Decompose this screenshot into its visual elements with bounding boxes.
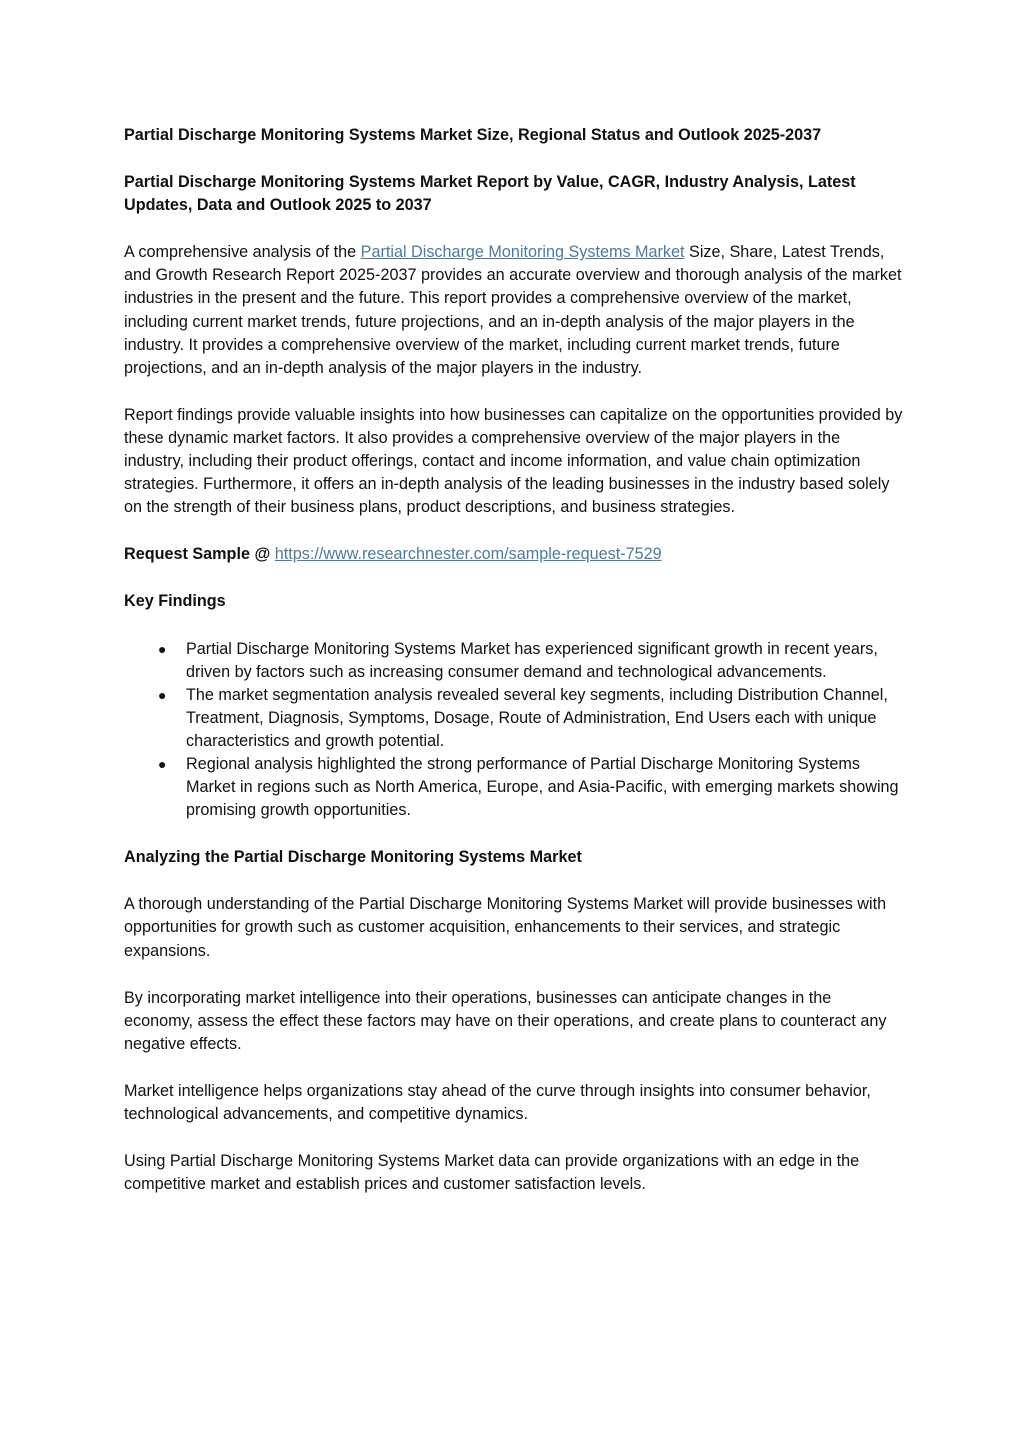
analyzing-paragraph: Using Partial Discharge Monitoring Systems Market data can provide organizations with an edge in the competitive market and establish prices and customer satisfaction levels. [124, 1152, 860, 1194]
list-item-text: Partial Discharge Monitoring Systems Market has experienced significant growth in recent years, driven by factors such as increasing consumer demand and technological advancements. [186, 639, 878, 681]
bullet-icon: ● [158, 755, 167, 772]
findings-paragraph: Report findings provide valuable insights into how businesses can capitalize on the opportunities provided by these dynamic market factors. It also provides a comprehensive overview of the major players in the industry, including their product offerings, contact and income information, and value chain optimization strategies. Furthermore, it offers an in-depth analysis of the leading businesses in the industry based solely on the strength of their business plans, product descriptions, and business strategies. [124, 405, 903, 517]
document-subtitle: Partial Discharge Monitoring Systems Market Report by Value, CAGR, Industry Analysis, Latest Updates, Data and Outlook 2025 to 2037 [124, 173, 856, 215]
request-sample-link[interactable]: https://www.researchnester.com/sample-request-7529 [274, 545, 662, 564]
list-item [158, 753, 904, 822]
key-findings-heading: Key Findings [124, 592, 226, 611]
list-item-text: Regional analysis highlighted the strong performance of Partial Discharge Monitoring Systems Market in regions such as North America, Europe, and Asia-Pacific, with emerging markets showing promising growth opportunities. [186, 754, 899, 820]
list-item-text: The market segmentation analysis revealed several key segments, including Distribution Channel, Treatment, Diagnosis, Symptoms, Dosage, Route of Administration, End Users each with unique characteristics and growth potential. [186, 685, 888, 750]
market-link[interactable]: Partial Discharge Monitoring Systems Market [360, 243, 685, 262]
bullet-icon: ● [158, 686, 167, 703]
intro-text-before: A comprehensive analysis of the [124, 243, 361, 262]
request-sample-line [124, 543, 904, 566]
analyzing-paragraph: A thorough understanding of the Partial Discharge Monitoring Systems Market will provide businesses with opportunities for growth such as customer acquisition, enhancements to their services, and strategic expansions. [124, 895, 887, 960]
intro-text-after: Size, Share, Latest Trends, and Growth Research Report 2025-2037 provides an accurate overview and thorough analysis of the market industries in the present and the future. This report provides a comprehensive overview of the market, including current market trends, future projections, and an in-depth analysis of the major players in the industry. It provides a comprehensive overview of the market, including current market trends, future projections, and an in-depth analysis of the major players in the industry. [124, 243, 902, 377]
analyzing-paragraph: By incorporating market intelligence into their operations, businesses can anticipate changes in the economy, assess the effect these factors may have on their operations, and create plans to counteract any negative effects. [124, 988, 887, 1053]
request-sample-label: Request Sample @ [124, 545, 275, 564]
list-item [158, 638, 904, 684]
key-findings-list [124, 638, 904, 823]
analyzing-heading: Analyzing the Partial Discharge Monitoring Systems Market [124, 848, 582, 867]
document-body [124, 124, 904, 1220]
document-title: Partial Discharge Monitoring Systems Market Size, Regional Status and Outlook 2025-2037 [124, 126, 822, 144]
list-item [158, 684, 904, 753]
intro-paragraph [124, 241, 904, 380]
bullet-icon: ● [158, 640, 167, 657]
analyzing-paragraph: Market intelligence helps organizations stay ahead of the curve through insights into consumer behavior, technological advancements, and competitive dynamics. [124, 1081, 871, 1123]
